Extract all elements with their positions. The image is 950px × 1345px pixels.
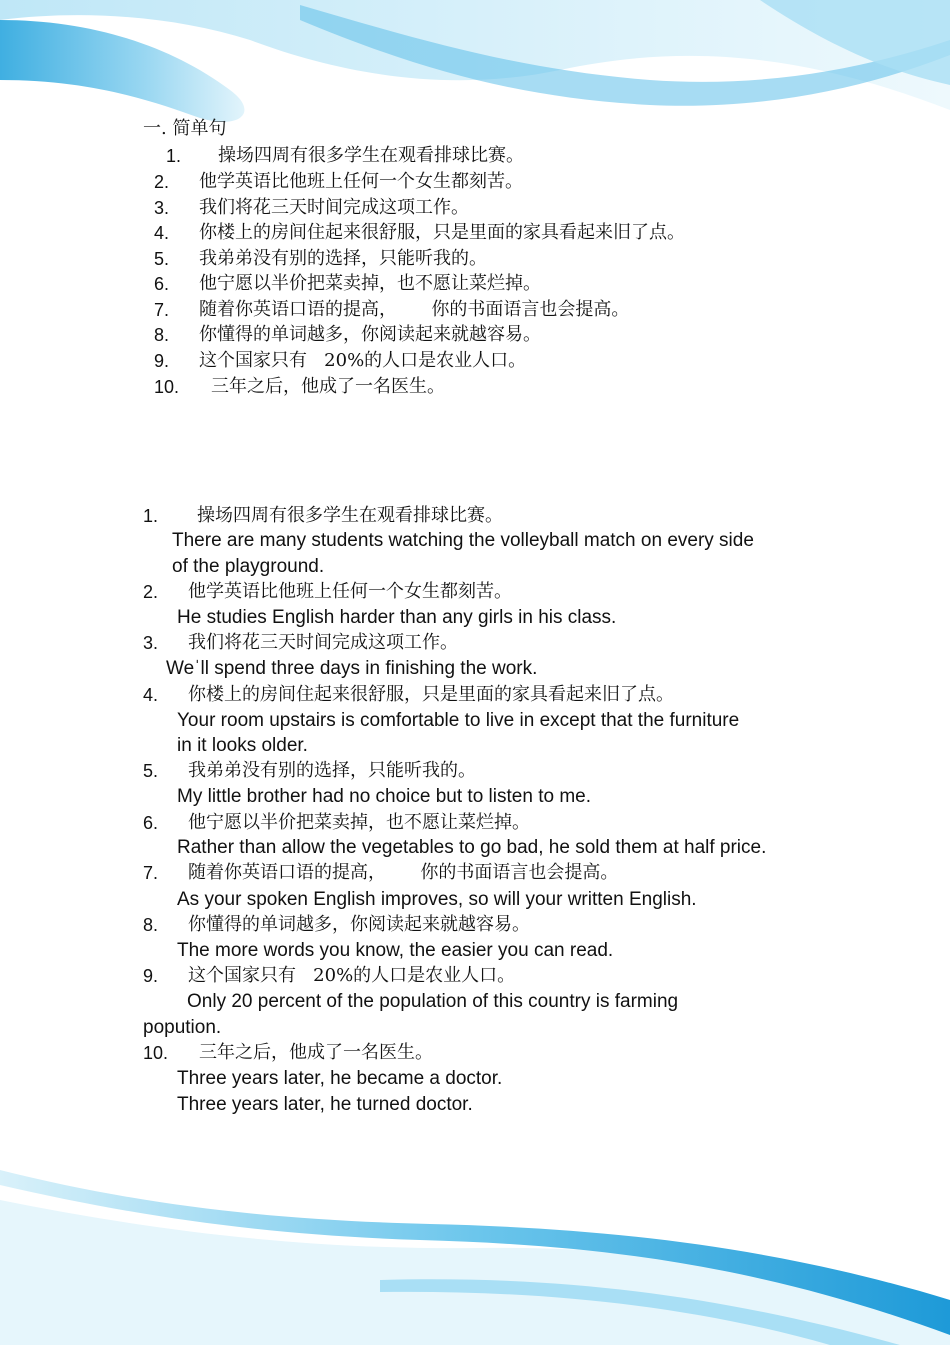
list-item: 我们将花三天时间完成这项工作。 — [199, 197, 469, 218]
list-item-number: 4. — [143, 685, 159, 705]
section-title: 一. 简单句 — [143, 118, 227, 139]
english-translation: Three years later, he turned doctor. — [177, 1094, 473, 1115]
list-item: 这个国家只有 20%的人口是农业人口。 — [199, 350, 527, 371]
chinese-sentence: 你楼上的房间住起来很舒服，只是里面的家具看起来旧了点。 — [188, 684, 674, 705]
chinese-sentence: 他宁愿以半价把菜卖掉，也不愿让菜烂掉。 — [188, 812, 530, 833]
english-translation: Three years later, he became a doctor. — [177, 1068, 503, 1089]
english-translation: popution. — [143, 1017, 222, 1038]
list-item-number: 7. — [143, 863, 159, 883]
english-translation: Your room upstairs is comfortable to live in except that the furniture — [177, 710, 740, 731]
list-item-number: 8. — [143, 915, 159, 935]
list-item-number: 1. — [143, 506, 159, 526]
english-translation: Rather than allow the vegetables to go bad, he sold them at half price. — [177, 837, 767, 858]
list-item-number: 6. — [143, 813, 159, 833]
list-item-number: 9. — [154, 351, 170, 371]
english-translation: Only 20 percent of the population of this country is farming — [187, 991, 679, 1012]
chinese-sentence: 这个国家只有 20%的人口是农业人口。 — [188, 965, 516, 986]
list-item-number: 3. — [154, 198, 170, 218]
list-item-number: 3. — [143, 633, 159, 653]
list-item-number: 7. — [154, 300, 170, 320]
list-item-number: 10. — [143, 1043, 169, 1063]
english-translation: The more words you know, the easier you can read. — [177, 940, 614, 961]
english-translation: Weˈll spend three days in finishing the work. — [166, 658, 538, 679]
list-item-number: 8. — [154, 325, 170, 345]
list-item: 随着你英语口语的提高， 你的书面语言也会提高。 — [199, 299, 630, 320]
english-translation: There are many students watching the volleyball match on every side — [172, 530, 754, 551]
list-item: 操场四周有很多学生在观看排球比赛。 — [218, 145, 524, 166]
list-item-number: 4. — [154, 223, 170, 243]
list-item-number: 10. — [154, 377, 180, 397]
chinese-sentence: 我弟弟没有别的选择，只能听我的。 — [188, 760, 476, 781]
list-item: 他宁愿以半价把菜卖掉，也不愿让菜烂掉。 — [199, 273, 541, 294]
english-translation: He studies English harder than any girls in his class. — [177, 607, 617, 628]
chinese-sentence: 他学英语比他班上任何一个女生都刻苦。 — [188, 581, 512, 602]
chinese-sentence: 三年之后，他成了一名医生。 — [199, 1042, 433, 1063]
list-item-number: 5. — [154, 249, 170, 269]
list-item-number: 2. — [143, 582, 159, 602]
chinese-sentence: 操场四周有很多学生在观看排球比赛。 — [197, 505, 503, 526]
english-translation: in it looks older. — [177, 735, 308, 756]
english-translation: of the playground. — [172, 556, 325, 577]
list-item-number: 2. — [154, 172, 170, 192]
chinese-sentence: 你懂得的单词越多，你阅读起来就越容易。 — [188, 914, 530, 935]
list-item: 你楼上的房间住起来很舒服，只是里面的家具看起来旧了点。 — [199, 222, 685, 243]
chinese-sentence: 我们将花三天时间完成这项工作。 — [188, 632, 458, 653]
list-item-number: 1. — [166, 146, 182, 166]
list-item: 他学英语比他班上任何一个女生都刻苦。 — [199, 171, 523, 192]
list-item: 三年之后，他成了一名医生。 — [211, 376, 445, 397]
list-item-number: 5. — [143, 761, 159, 781]
list-item: 你懂得的单词越多，你阅读起来就越容易。 — [199, 324, 541, 345]
chinese-sentence: 随着你英语口语的提高， 你的书面语言也会提高。 — [188, 862, 619, 883]
list-item-number: 9. — [143, 966, 159, 986]
list-item-number: 6. — [154, 274, 170, 294]
list-item: 我弟弟没有别的选择，只能听我的。 — [199, 248, 487, 269]
english-translation: As your spoken English improves, so will your written English. — [177, 889, 697, 910]
english-translation: My little brother had no choice but to listen to me. — [177, 786, 591, 807]
